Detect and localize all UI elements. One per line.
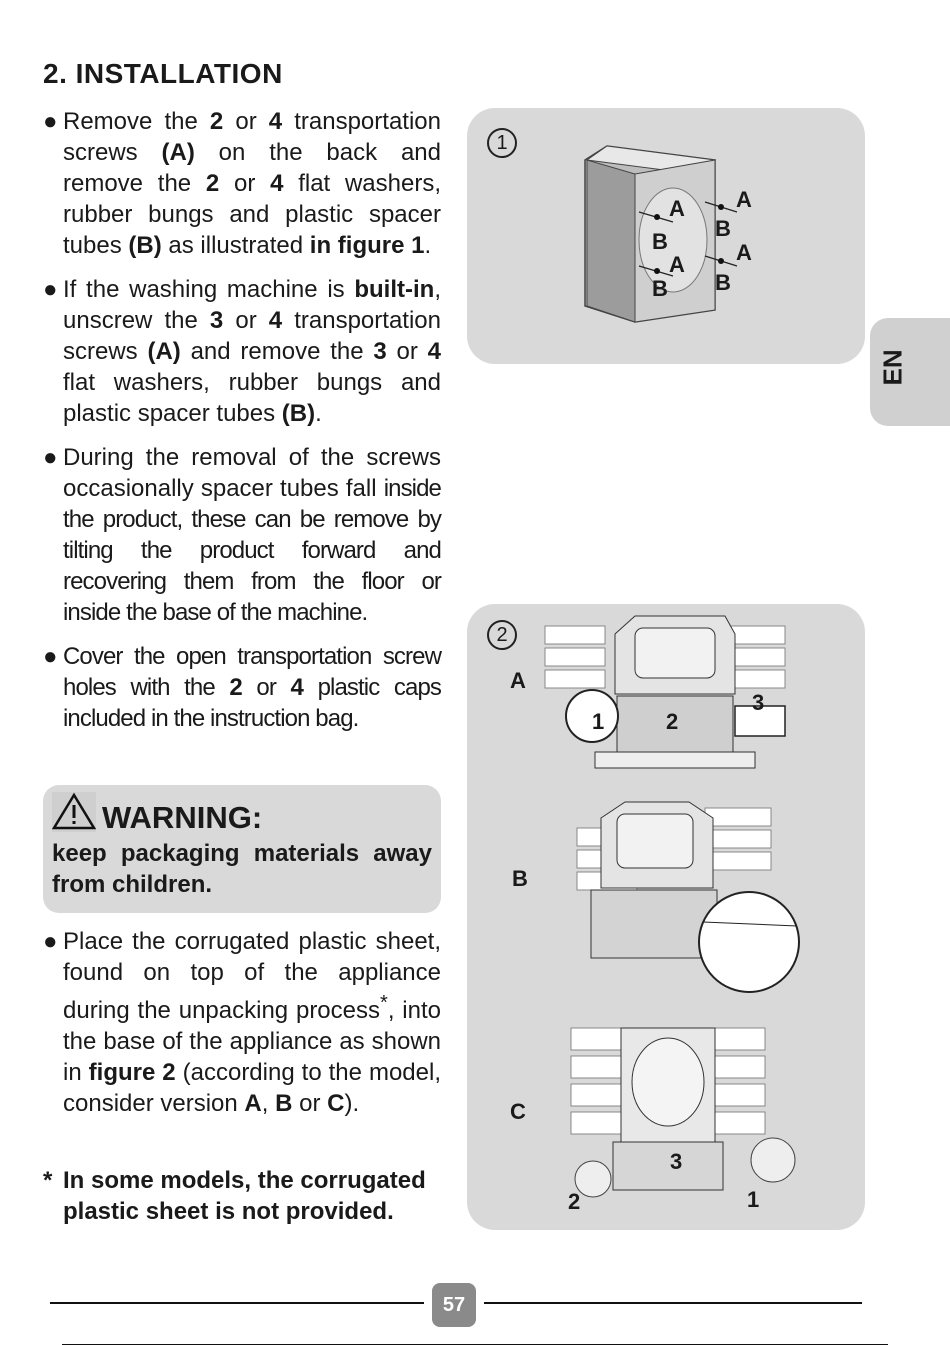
warning-text: keep packaging materials away from children. [52,840,432,898]
footnote [43,1165,461,1227]
bullet-spacer-tubes: ● During the removal of the screws occasionally spacer tubes fall inside the product, these can be remove by tilting the product forward and recovering them from the floor or inside the base of the machine. [43,444,441,626]
footnote-star: * [43,1167,53,1194]
warning-heading: WARNING: [102,800,263,835]
fig2a-num-2: 2 [666,709,679,734]
footer-line-left [50,1302,424,1304]
fig1-label-a1: A [669,196,685,221]
warning-icon [52,792,96,832]
fig2c-num-1: 1 [747,1187,760,1212]
footnote-text: In some models, the corrugated plastic sheet is not provided. [63,1167,426,1225]
fig1-label-a2: A [669,252,685,277]
fig1-label-b2: B [652,276,668,301]
fig2c-num-2: 2 [568,1189,581,1214]
bullet-corrugated-sheet: ● Place the corrugated plastic sheet, found on top of the appliance during the unpacking process*, into the base of the appliance as shown in figure 2 (according to the model, consider version A, B or C). [43,928,442,1117]
bullet-built-in: ● If the washing machine is built-in, unscrew the 3 or 4 transportation screws (A) and remove the 3 or 4 flat washers, rubber bungs and plastic spacer tubes (B). [43,276,442,427]
fig2-version-c: C [510,1099,526,1124]
fig2a-num-1: 1 [592,709,605,734]
fig1-label-b1: B [652,229,668,254]
footer-line-right [484,1302,862,1304]
figure-1-number: 1 [487,128,517,158]
figure-2-number: 2 [487,620,517,650]
bullet-cover-holes: ● Cover the open transportation screw holes with the 2 or 4 plastic caps included in the instruction bag. [43,643,441,732]
instruction-list [43,106,441,747]
language-tab-label: EN [877,349,908,386]
fig1-label-a3: A [736,187,752,212]
fig1-label-b3: B [715,216,731,241]
bullet-remove-screws: ● Remove the 2 or 4 transportation screws (A) on the back and remove the 2 or 4 flat washers, rubber bungs and plastic spacer tubes (B) as illustrated in figure 1. [43,108,441,259]
fig1-label-b4: B [715,270,731,295]
figure-2-drawing [467,604,865,1230]
section-title: 2. INSTALLATION [43,58,283,89]
fig2c-num-3: 3 [670,1149,683,1174]
fig2a-num-3: 3 [752,690,765,715]
fig2-version-a: A [510,668,526,693]
fig2-version-b: B [512,866,528,891]
page-number: 57 [432,1283,476,1327]
fig1-label-a4: A [736,240,752,265]
